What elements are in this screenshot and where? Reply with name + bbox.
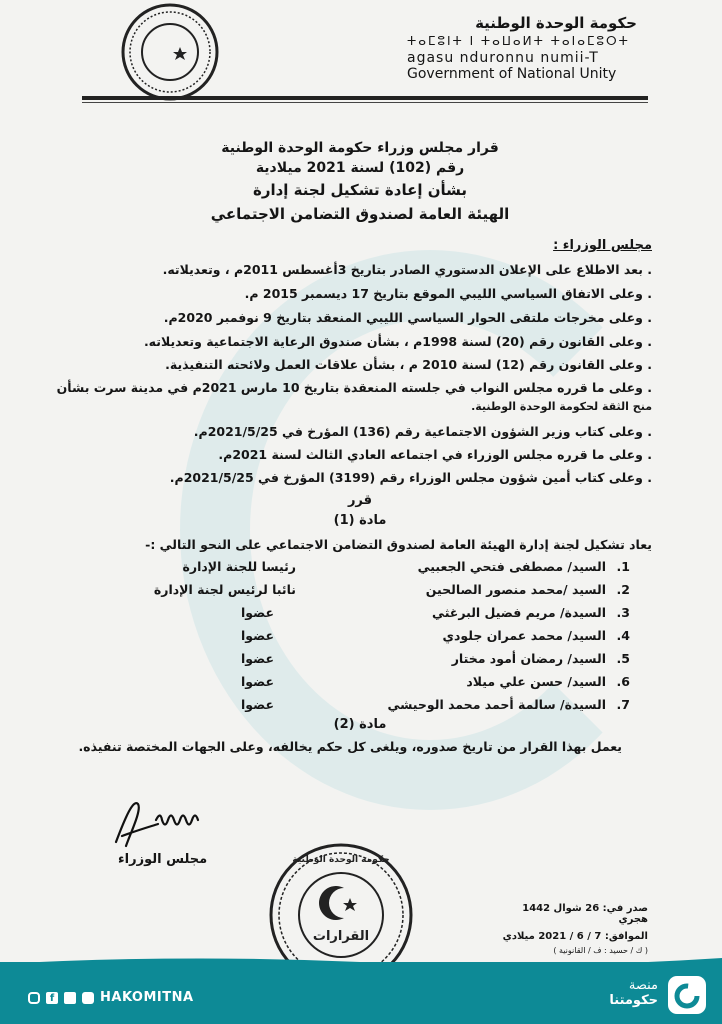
- member-role: عضوا: [241, 628, 274, 643]
- preamble-line: . وعلى الاتفاق السياسي الليبي الموقع بتاريخ 17 ديسمبر 2015 م.: [244, 286, 652, 301]
- decided-heading: قرر: [347, 493, 373, 508]
- youtube-icon[interactable]: [82, 992, 94, 1004]
- preamble-line: منح الثقة لحكومة الوحدة الوطنية.: [471, 400, 652, 413]
- issue-reference: ( ك / حسيد : ف / القانونية ): [553, 946, 648, 955]
- article-2-heading: مادة (2): [333, 717, 387, 732]
- header-divider: [82, 96, 648, 100]
- member-role: عضوا: [241, 605, 274, 620]
- issue-date-hijri: صدر في: 26 شوال 1442 هجري: [522, 903, 648, 925]
- issue-date-block: [498, 903, 648, 955]
- preamble-line: . وعلى القانون رقم (20) لسنة 1998م ، بشأن صندوق الرعاية الاجتماعية وتعديلاته.: [143, 334, 652, 349]
- decision-number: رقم (102) لسنة 2021 ميلادية: [255, 160, 465, 176]
- member-name: السيدة/ سالمة أحمد محمد الوحيشي: [387, 697, 606, 712]
- header-divider-thin: [82, 102, 648, 103]
- platform-logo-icon[interactable]: [668, 976, 706, 1014]
- decision-title: قرار مجلس وزراء حكومة الوحدة الوطنية: [221, 140, 499, 156]
- facebook-icon[interactable]: f: [46, 992, 58, 1004]
- member-role: عضوا: [241, 674, 274, 689]
- member-number: 7.: [616, 697, 630, 712]
- member-name: السيد /محمد منصور الصالحين: [425, 582, 606, 597]
- government-header: [407, 14, 637, 82]
- preamble-line: . وعلى ما قرره مجلس الوزراء في اجتماعه العادي الثالث لسنة 2021م.: [218, 447, 652, 462]
- handwritten-signature: [108, 790, 228, 860]
- member-number: 6.: [616, 674, 630, 689]
- government-name-arabic: حكومة الوحدة الوطنية: [475, 14, 637, 32]
- member-name: السيد/ محمد عمران جلودي: [442, 628, 606, 643]
- article-2-text: يعمل بهذا القرار من تاريخ صدوره، ويلغى كل حكم يخالفه، وعلى الجهات المختصة تنفيذه.: [78, 739, 622, 754]
- member-number: 1.: [616, 559, 630, 574]
- article-1-heading: مادة (1): [333, 513, 387, 528]
- government-name-amazigh-latin: agasu nduronnu numii-T: [407, 50, 599, 66]
- member-role: نائبا لرئيس لجنة الإدارة: [153, 582, 296, 597]
- preamble-line: . بعد الاطلاع على الإعلان الدستوري الصادر بتاريخ 3أغسطس 2011م ، وتعديلاته.: [162, 262, 652, 277]
- member-role: عضوا: [241, 651, 274, 666]
- council-label: مجلس الوزراء :: [553, 238, 652, 253]
- preamble-line: . وعلى ما قرره مجلس النواب في جلسته المنعقدة بتاريخ 10 مارس 2021م في مدينة سرت بشأن: [56, 380, 652, 395]
- social-handle[interactable]: HAKOMITNA: [100, 990, 194, 1005]
- member-number: 2.: [616, 582, 630, 597]
- government-seal-icon: [120, 2, 220, 102]
- member-name: السيد/ مصطفى فتحي الجعبيي: [417, 559, 606, 574]
- member-number: 4.: [616, 628, 630, 643]
- issue-date-gregorian: الموافق: 7 / 6 / 2021 ميلادي: [502, 931, 648, 942]
- article-1-intro: يعاد تشكيل لجنة إدارة الهيئة العامة لصندوق التضامن الاجتماعي على النحو التالي :-: [145, 537, 652, 552]
- twitter-icon[interactable]: [64, 992, 76, 1004]
- decision-subject: بشأن إعادة تشكيل لجنة إدارة: [252, 181, 468, 199]
- member-name: السيدة/ مريم فضيل البرغثي: [432, 605, 606, 620]
- social-icons: [28, 990, 194, 1005]
- brand-line-1: منصة: [628, 978, 658, 993]
- government-name-tifinagh: ⵜⴰⵎⵓⵏⵜ ⵏ ⵜⴰⵡⴰⵍⵜ ⵜⴰⵏⴰⵎⵓⵔⵜ: [407, 34, 630, 48]
- platform-brand: [609, 978, 658, 1008]
- government-name-english: Government of National Unity: [407, 66, 617, 82]
- member-role: عضوا: [241, 697, 274, 712]
- brand-line-2: حكومتنا: [609, 993, 658, 1008]
- preamble-line: . وعلى كتاب أمين شؤون مجلس الوزراء رقم (3199) المؤرخ في 2021/5/25م.: [169, 470, 652, 485]
- member-number: 5.: [616, 651, 630, 666]
- preamble-line: . وعلى مخرجات ملتقى الحوار السياسي الليبي المنعقد بتاريخ 9 نوفمبر 2020م.: [163, 310, 652, 325]
- instagram-icon[interactable]: [28, 992, 40, 1004]
- preamble-line: . وعلى القانون رقم (12) لسنة 2010 م ، بشأن علاقات العمل ولائحته التنفيذية.: [165, 357, 652, 372]
- decision-subject-entity: الهيئة العامة لصندوق التضامن الاجتماعي: [210, 205, 510, 223]
- member-name: السيد/ رمضان أمود مختار: [451, 651, 606, 666]
- seal-center-text: القرارات: [312, 929, 370, 944]
- signature-label: مجلس الوزراء: [118, 852, 208, 867]
- member-role: رئيسا للجنة الإدارة: [182, 559, 296, 574]
- seal-ring-text: حكومة الوحدة الوطنية: [292, 855, 390, 865]
- preamble-line: . وعلى كتاب وزير الشؤون الاجتماعية رقم (136) المؤرخ في 2021/5/25م.: [193, 424, 652, 439]
- member-name: السيد/ حسن علي ميلاد: [466, 674, 606, 689]
- member-number: 3.: [616, 605, 630, 620]
